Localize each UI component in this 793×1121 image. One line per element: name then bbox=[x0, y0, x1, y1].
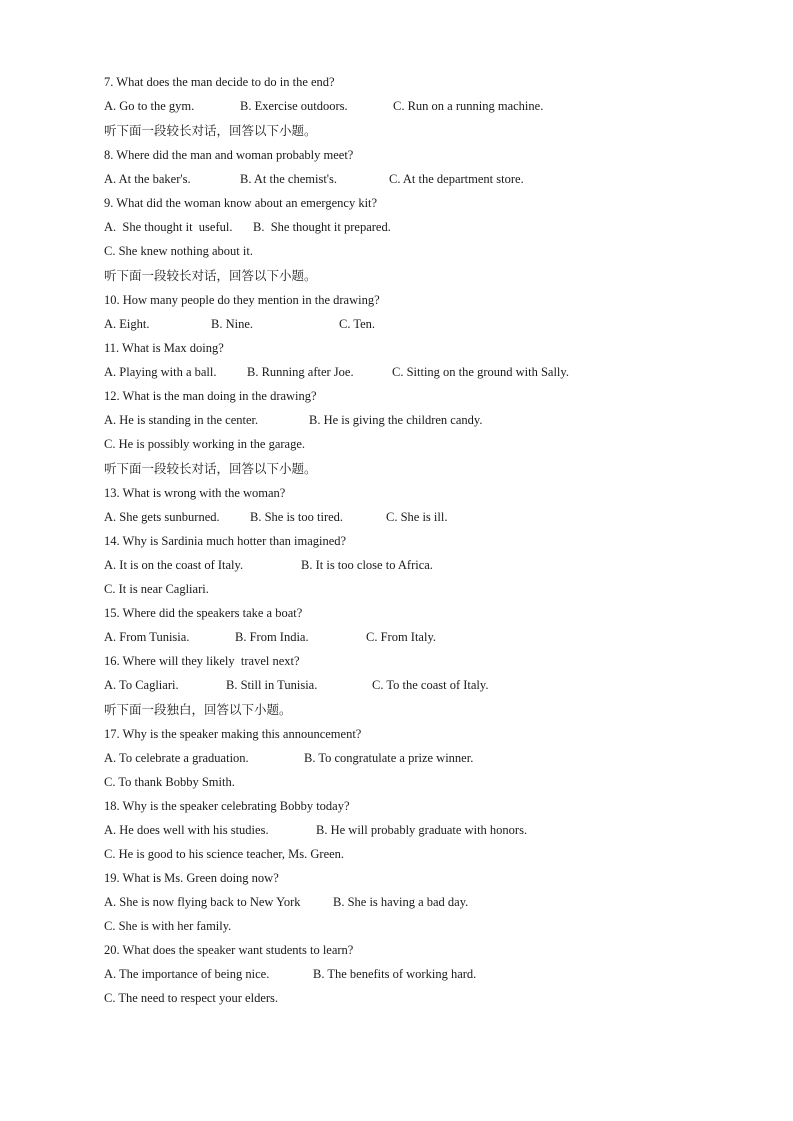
answer-option: A. She is now flying back to New York bbox=[104, 895, 301, 909]
question-text: 10. How many people do they mention in the drawing? bbox=[104, 293, 380, 307]
answer-option: C. She is ill. bbox=[386, 510, 448, 524]
answer-options bbox=[104, 677, 744, 693]
exam-page bbox=[104, 74, 744, 1006]
answer-option: C. Sitting on the ground with Sally. bbox=[392, 365, 569, 379]
answer-option: B. He will probably graduate with honors. bbox=[316, 823, 528, 837]
answer-option: B. The benefits of working hard. bbox=[313, 967, 477, 981]
answer-options bbox=[104, 98, 744, 114]
answer-options bbox=[104, 171, 744, 187]
question-text: 11. What is Max doing? bbox=[104, 341, 224, 355]
answer-option: B. Running after Joe. bbox=[247, 365, 354, 379]
answer-option: A. Eight. bbox=[104, 317, 150, 331]
answer-option: A. He is standing in the center. bbox=[104, 413, 259, 427]
answer-option: A. To Cagliari. bbox=[104, 678, 179, 692]
answer-option: B. Exercise outdoors. bbox=[240, 99, 348, 113]
answer-option: A. It is on the coast of Italy. bbox=[104, 558, 244, 572]
answer-option: C. Run on a running machine. bbox=[393, 99, 544, 113]
question-text: 14. Why is Sardinia much hotter than imagined? bbox=[104, 534, 347, 548]
answer-option: B. Nine. bbox=[211, 317, 254, 331]
answer-option: B. She is having a bad day. bbox=[333, 895, 469, 909]
answer-options bbox=[104, 316, 744, 332]
section-instruction: 听下面一段较长对话，回答以下小题。 bbox=[104, 268, 317, 283]
answer-options bbox=[104, 219, 744, 235]
answer-options bbox=[104, 822, 744, 838]
answer-option: A. She thought it useful. bbox=[104, 220, 233, 234]
question-text: C. He is possibly working in the garage. bbox=[104, 437, 306, 451]
answer-option: B. He is giving the children candy. bbox=[309, 413, 483, 427]
question-text: 20. What does the speaker want students to learn? bbox=[104, 943, 354, 957]
answer-option: C. To the coast of Italy. bbox=[372, 678, 489, 692]
answer-options bbox=[104, 412, 744, 428]
answer-option: B. She is too tired. bbox=[250, 510, 344, 524]
answer-options bbox=[104, 966, 744, 982]
question-text: C. It is near Cagliari. bbox=[104, 582, 209, 596]
answer-option: A. Playing with a ball. bbox=[104, 365, 217, 379]
question-text: 8. Where did the man and woman probably meet? bbox=[104, 148, 354, 162]
question-text: C. She is with her family. bbox=[104, 919, 232, 933]
question-text: C. To thank Bobby Smith. bbox=[104, 775, 235, 789]
answer-option: A. At the baker's. bbox=[104, 172, 191, 186]
answer-options bbox=[104, 629, 744, 645]
answer-option: C. From Italy. bbox=[366, 630, 437, 644]
question-text: 17. Why is the speaker making this announcement? bbox=[104, 727, 362, 741]
question-text: 19. What is Ms. Green doing now? bbox=[104, 871, 279, 885]
question-text: 9. What did the woman know about an emergency kit? bbox=[104, 196, 378, 210]
section-instruction: 听下面一段较长对话，回答以下小题。 bbox=[104, 461, 317, 476]
answer-option: B. To congratulate a prize winner. bbox=[304, 751, 474, 765]
question-text: 18. Why is the speaker celebrating Bobby today? bbox=[104, 799, 350, 813]
question-text: C. He is good to his science teacher, Ms. Green. bbox=[104, 847, 345, 861]
answer-option: B. It is too close to Africa. bbox=[301, 558, 433, 572]
question-text: 7. What does the man decide to do in the end? bbox=[104, 75, 335, 89]
answer-option: B. At the chemist's. bbox=[240, 172, 338, 186]
answer-option: A. He does well with his studies. bbox=[104, 823, 269, 837]
answer-options bbox=[104, 557, 744, 573]
answer-options bbox=[104, 894, 744, 910]
section-instruction: 听下面一段独白，回答以下小题。 bbox=[104, 702, 292, 717]
answer-option: B. She thought it prepared. bbox=[253, 220, 391, 234]
answer-option: C. At the department store. bbox=[389, 172, 524, 186]
question-text: C. The need to respect your elders. bbox=[104, 991, 279, 1005]
question-text: 16. Where will they likely travel next? bbox=[104, 654, 300, 668]
answer-options bbox=[104, 364, 744, 380]
answer-option: A. Go to the gym. bbox=[104, 99, 195, 113]
question-text: 15. Where did the speakers take a boat? bbox=[104, 606, 303, 620]
question-text: C. She knew nothing about it. bbox=[104, 244, 253, 258]
answer-option: B. Still in Tunisia. bbox=[226, 678, 318, 692]
answer-option: C. Ten. bbox=[339, 317, 376, 331]
answer-option: A. The importance of being nice. bbox=[104, 967, 270, 981]
answer-options bbox=[104, 750, 744, 766]
answer-option: B. From India. bbox=[235, 630, 309, 644]
section-instruction: 听下面一段较长对话，回答以下小题。 bbox=[104, 123, 317, 138]
question-text: 12. What is the man doing in the drawing? bbox=[104, 389, 317, 403]
answer-option: A. From Tunisia. bbox=[104, 630, 190, 644]
answer-options bbox=[104, 509, 744, 525]
answer-option: A. To celebrate a graduation. bbox=[104, 751, 249, 765]
question-text: 13. What is wrong with the woman? bbox=[104, 486, 286, 500]
answer-option: A. She gets sunburned. bbox=[104, 510, 220, 524]
